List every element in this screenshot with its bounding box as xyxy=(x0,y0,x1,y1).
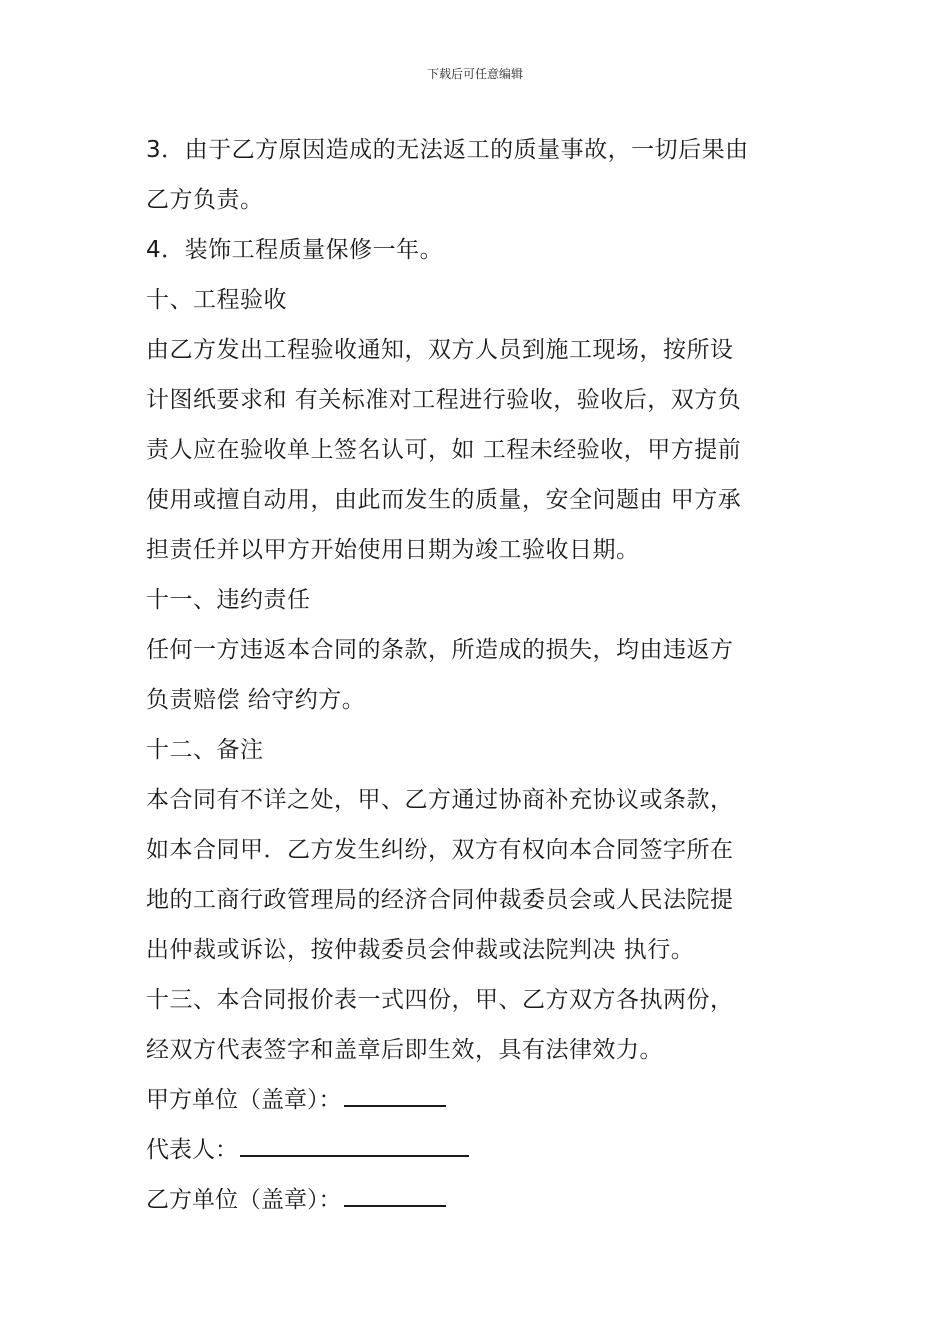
body-line: 本合同有不详之处，甲、乙方通过协商补充协议或条款， xyxy=(146,787,734,813)
party-b-signature-row xyxy=(146,1175,816,1225)
body-line: 3．由于乙方原因造成的无法返工的质量事故，一切后果由 xyxy=(146,137,749,163)
body-line: 由乙方发出工程验收通知，双方人员到施工现场，按所设 xyxy=(146,337,734,363)
body-line: 乙方负责。 xyxy=(146,187,264,213)
body-line: 担责任并以甲方开始使用日期为竣工验收日期。 xyxy=(146,537,640,563)
body-line: 地的工商行政管理局的经济合同仲裁委员会或人民法院提 xyxy=(146,887,734,913)
section-heading-copies: 十三、本合同报价表一式四份，甲、乙方双方各执两份， xyxy=(146,987,734,1013)
body-line: 责人应在验收单上签名认可，如 工程未经验收，甲方提前 xyxy=(146,437,742,463)
party-a-blank xyxy=(344,1079,446,1107)
representative-blank xyxy=(240,1129,469,1157)
body-line: 任何一方违返本合同的条款，所造成的损失，均由违返方 xyxy=(146,637,734,663)
body-line: 经双方代表签字和盖章后即生效，具有法律效力。 xyxy=(146,1037,663,1063)
party-a-signature-row xyxy=(146,1075,816,1125)
representative-signature-row xyxy=(146,1125,816,1175)
section-heading-remarks: 十二、备注 xyxy=(146,737,264,763)
party-a-label: 甲方单位（盖章）： xyxy=(146,1087,342,1113)
party-b-blank xyxy=(344,1179,446,1207)
representative-label: 代表人： xyxy=(146,1137,238,1163)
body-line: 出仲裁或诉讼，按仲裁委员会仲裁或法院判决 执行。 xyxy=(146,937,695,963)
body-line: 如本合同甲．乙方发生纠纷，双方有权向本合同签字所在 xyxy=(146,837,734,863)
party-b-label: 乙方单位（盖章）： xyxy=(146,1187,342,1213)
document-body xyxy=(146,125,816,1225)
page-header-note: 下载后可任意编辑 xyxy=(426,67,523,81)
body-line: 4．装饰工程质量保修一年。 xyxy=(146,237,444,263)
section-heading-breach: 十一、违约责任 xyxy=(146,587,311,613)
body-line: 使用或擅自动用，由此而发生的质量，安全问题由 甲方承 xyxy=(146,487,742,513)
section-heading-acceptance: 十、工程验收 xyxy=(146,287,287,313)
body-line: 计图纸要求和 有关标准对工程进行验收，验收后，双方负 xyxy=(146,387,742,413)
body-line: 负责赔偿 给守约方。 xyxy=(146,687,366,713)
